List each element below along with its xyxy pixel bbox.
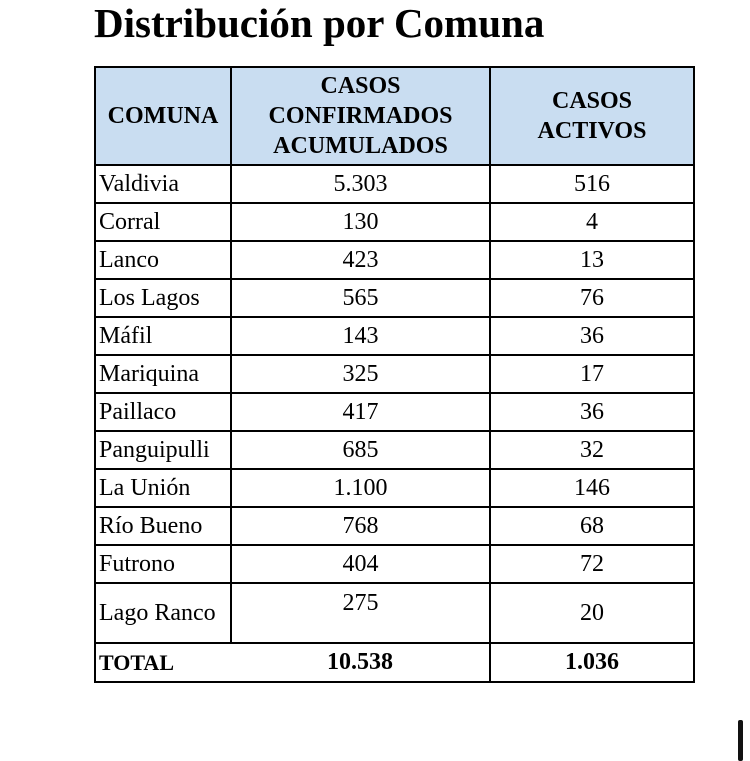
table-row — [95, 355, 694, 393]
confirmados-cell: 130 — [231, 203, 490, 241]
comuna-cell: Paillaco — [95, 393, 231, 431]
table-header-row — [95, 67, 694, 165]
page-title: Distribución por Comuna — [94, 0, 545, 46]
comuna-cell: Los Lagos — [95, 279, 231, 317]
header-comuna-label: COMUNA — [107, 103, 219, 129]
table-row — [95, 469, 694, 507]
total-activos: 1.036 — [490, 643, 694, 682]
table-row — [95, 165, 694, 203]
header-casos-confirmados-acumulados — [231, 67, 490, 165]
activos-cell: 68 — [490, 507, 694, 545]
table-row — [95, 507, 694, 545]
total-label: TOTAL — [95, 643, 231, 682]
activos-cell: 146 — [490, 469, 694, 507]
confirmados-cell: 423 — [231, 241, 490, 279]
comuna-cell: Corral — [95, 203, 231, 241]
activos-cell: 36 — [490, 393, 694, 431]
total-confirmados: 10.538 — [231, 643, 490, 682]
comuna-cell: Máfil — [95, 317, 231, 355]
activos-cell: 17 — [490, 355, 694, 393]
comuna-cell: Mariquina — [95, 355, 231, 393]
table-row — [95, 241, 694, 279]
confirmados-cell: 768 — [231, 507, 490, 545]
activos-cell: 4 — [490, 203, 694, 241]
activos-cell: 76 — [490, 279, 694, 317]
total-row — [95, 643, 694, 682]
confirmados-cell: 325 — [231, 355, 490, 393]
comuna-cell: Lanco — [95, 241, 231, 279]
confirmados-cell: 1.100 — [231, 469, 490, 507]
comuna-cell: Río Bueno — [95, 507, 231, 545]
header-line: ACTIVOS — [537, 118, 647, 144]
confirmados-cell: 417 — [231, 393, 490, 431]
comuna-cell: Valdivia — [95, 165, 231, 203]
table-row — [95, 583, 694, 643]
table-row — [95, 431, 694, 469]
activos-cell: 20 — [490, 583, 694, 643]
comuna-cell: Lago Ranco — [95, 583, 231, 643]
table-row — [95, 203, 694, 241]
table-row — [95, 393, 694, 431]
header-casos-activos — [490, 67, 694, 165]
comuna-cell: La Unión — [95, 469, 231, 507]
activos-cell: 36 — [490, 317, 694, 355]
activos-cell: 72 — [490, 545, 694, 583]
header-line: ACUMULADOS — [273, 133, 448, 159]
cases-by-comuna-table — [94, 66, 695, 683]
confirmados-cell: 275 — [231, 583, 490, 643]
comuna-cell: Panguipulli — [95, 431, 231, 469]
confirmados-cell: 565 — [231, 279, 490, 317]
comuna-cell: Futrono — [95, 545, 231, 583]
header-line: CASOS — [320, 73, 401, 99]
confirmados-cell: 685 — [231, 431, 490, 469]
header-line: CONFIRMADOS — [268, 103, 453, 129]
activos-cell: 516 — [490, 165, 694, 203]
scrollbar-thumb[interactable] — [738, 720, 743, 761]
table-row — [95, 545, 694, 583]
confirmados-cell: 404 — [231, 545, 490, 583]
activos-cell: 13 — [490, 241, 694, 279]
table-row — [95, 279, 694, 317]
header-comuna — [95, 67, 231, 165]
table-row — [95, 317, 694, 355]
activos-cell: 32 — [490, 431, 694, 469]
confirmados-cell: 5.303 — [231, 165, 490, 203]
header-line: CASOS — [551, 88, 633, 114]
confirmados-cell: 143 — [231, 317, 490, 355]
